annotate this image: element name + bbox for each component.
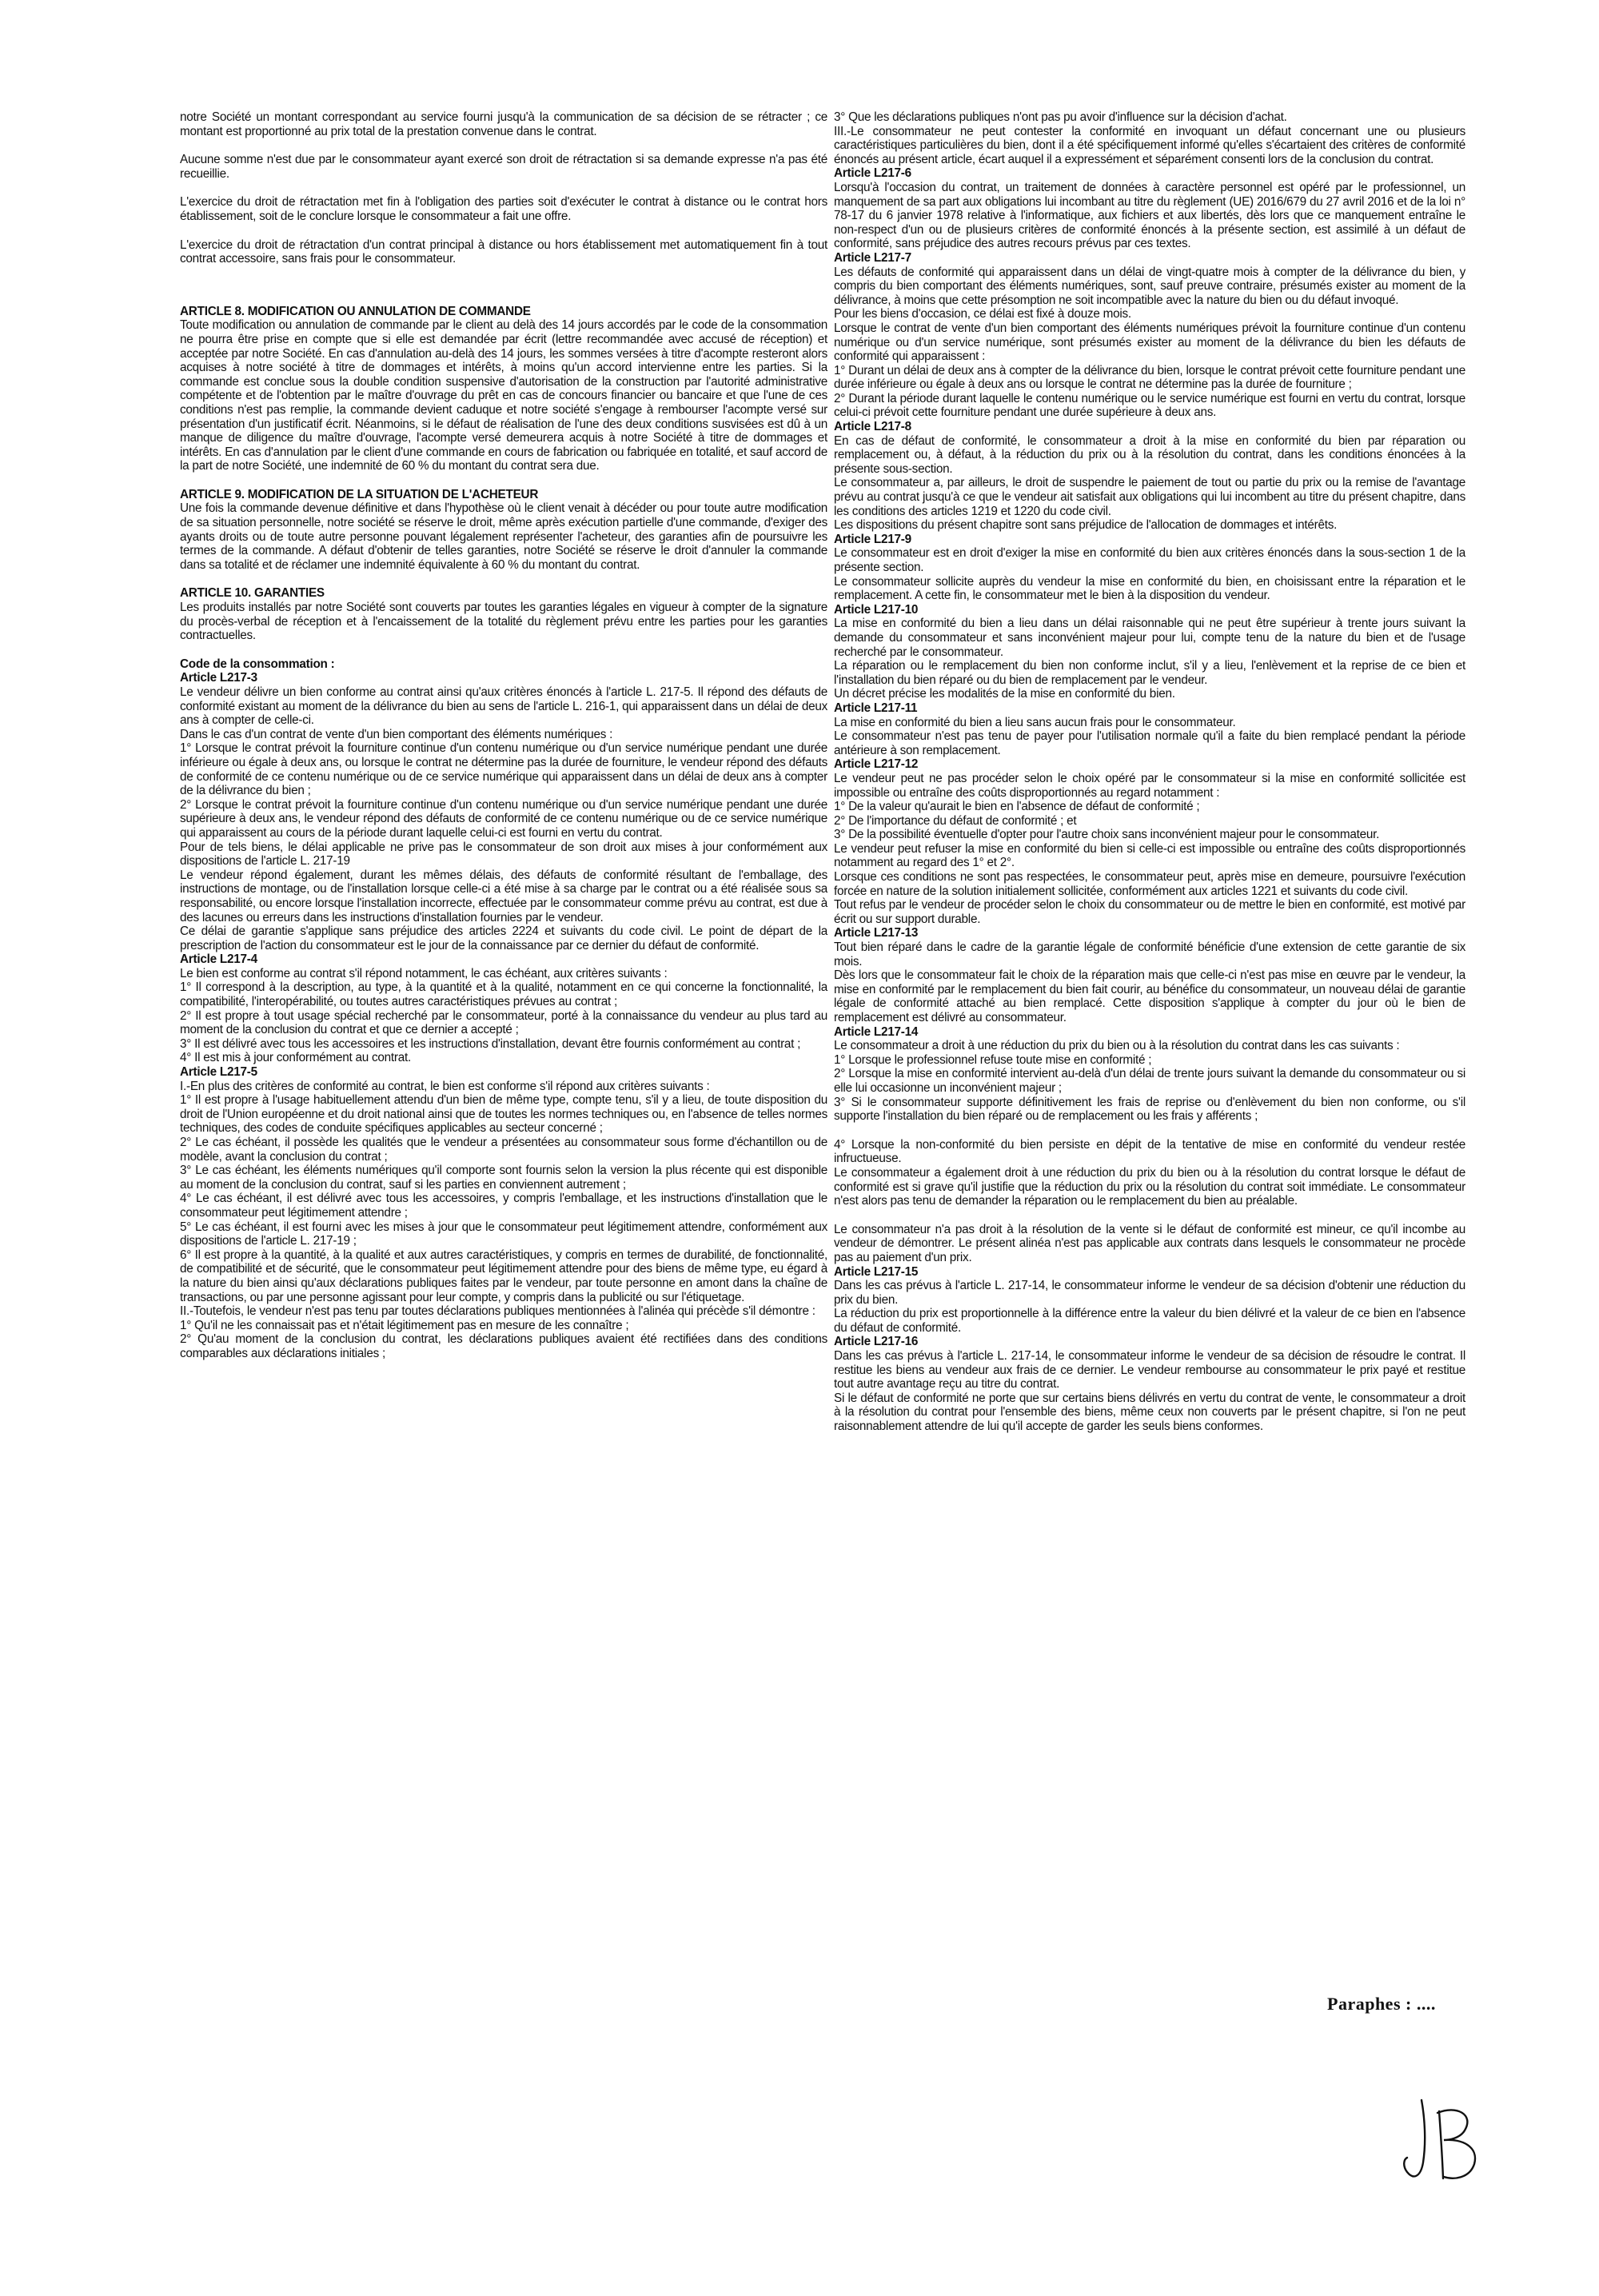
paragraph: 2° Il est propre à tout usage spécial recherché par le consommateur, porté à la connaissance du vendeur au plus tard au moment de la conclusion du contrat et que ce dernier a accepté ;: [180, 1008, 827, 1037]
paragraph: 1° Il correspond à la description, au type, à la quantité et à la qualité, notamment en ce qui concerne la fonctionnalité, la compatibilité, l'interopérabilité, ou toutes autres caractéristiques prévues au contrat ;: [180, 980, 827, 1009]
paragraph: 3° De la possibilité éventuelle d'opter pour l'autre choix sans inconvénient majeur pour le consommateur.: [834, 828, 1380, 842]
article-heading: Article L217-5: [180, 1065, 257, 1080]
right-text-column: [834, 110, 1465, 1434]
paragraph: Le bien est conforme au contrat s'il répond notamment, le cas échéant, aux critères suivants :: [180, 966, 668, 980]
paragraph: Aucune somme n'est due par le consommateur ayant exercé son droit de rétractation si sa demande expresse n'a pas été recueillie.: [180, 153, 827, 181]
paragraph: 1° Il est propre à l'usage habituellement attendu d'un bien de même type, compte tenu, s'il y a lieu, de toute disposition du droit de l'Union européenne et du droit national ainsi que de toutes les normes techniques ou, en l'absence de telles normes techniques, des codes de conduite spécifiques applicables au secteur concerné ;: [180, 1093, 827, 1136]
paragraph: notre Société un montant correspondant au service fourni jusqu'à la communication de sa décision de se rétracter ; ce montant est proportionné au prix total de la prestation convenue dans le contrat.: [180, 110, 827, 138]
paragraph: Dans les cas prévus à l'article L. 217-14, le consommateur informe le vendeur de sa décision de résoudre le contrat. Il restitue les biens au vendeur aux frais de ce dernier. Le vendeur rembourse au consommateur le prix payé et restitue tout autre avantage reçu au titre du contrat.: [834, 1349, 1465, 1392]
paragraph: 1° Durant un délai de deux ans à compter de la délivrance du bien, lorsque le contrat prévoit cette fourniture pendant une durée inférieure ou égale à deux ans ou lorsque le contrat ne détermine pas la durée de fourniture ;: [834, 363, 1465, 392]
paragraph: Le consommateur sollicite auprès du vendeur la mise en conformité du bien, en choisissant entre la réparation et le remplacement. A cette fin, le consommateur met le bien à la disposition du vendeur.: [834, 574, 1465, 603]
paragraph: La réduction du prix est proportionnelle à la différence entre la valeur du bien délivré et la valeur de ce bien en l'absence du défaut de conformité.: [834, 1307, 1465, 1335]
paragraph: En cas de défaut de conformité, le consommateur a droit à la mise en conformité du bien par réparation ou remplacement ou, à défaut, à la réduction du prix ou à la résolution du contrat, dans les conditions énoncées à la présente sous-section.: [834, 433, 1465, 476]
section-heading: ARTICLE 8. MODIFICATION OU ANNULATION DE COMMANDE: [180, 304, 531, 318]
paragraph: Le consommateur a également droit à une réduction du prix du bien ou à la résolution du contrat lorsque le défaut de conformité est si grave qu'il justifie que la réduction du prix ou la résolution du contrat soit immédiate. Le consommateur n'est alors pas tenu de demander la réparation ou le remplacement du bien au préalable.: [834, 1165, 1465, 1208]
article-heading: Article L217-10: [834, 602, 919, 617]
paragraph: 4° Le cas échéant, il est délivré avec tous les accessoires, y compris l'emballage, et les instructions d'installation que le consommateur peut légitimement attendre ;: [180, 1192, 827, 1220]
article-heading: Article L217-16: [834, 1335, 919, 1349]
paragraph: Si le défaut de conformité ne porte que sur certains biens délivrés en vertu du contrat de vente, le consommateur a droit à la résolution du contrat pour l'ensemble des biens, même ceux non couverts par le présent chapitre, si l'on ne peut raisonnablement attendre de lui qu'il accepte de garder les seuls biens conformes.: [834, 1391, 1465, 1434]
article-heading: Article L217-13: [834, 926, 919, 940]
paragraph: Le vendeur délivre un bien conforme au contrat ainsi qu'aux critères énoncés à l'article L. 217-5. Il répond des défauts de conformité existant au moment de la délivrance du bien au sens de l'article L. 216-1, qui apparaissent dans un délai de deux ans à compter de celle-ci.: [180, 685, 827, 728]
paragraph: 2° Le cas échéant, il possède les qualités que le vendeur a présentées au consommateur sous forme d'échantillon ou de modèle, avant la conclusion du contrat ;: [180, 1136, 827, 1164]
paragraph: Le consommateur a, par ailleurs, le droit de suspendre le paiement de tout ou partie du prix ou la remise de l'avantage prévu au contrat jusqu'à ce que le vendeur ait satisfait aux obligations qui lui incombent au titre du présent chapitre, dans les conditions des articles 1219 et 1220 du code civil.: [834, 476, 1465, 518]
paragraph: Tout bien réparé dans le cadre de la garantie légale de conformité bénéficie d'une extension de cette garantie de six mois.: [834, 940, 1465, 968]
article-heading: Article L217-9: [834, 532, 911, 546]
paragraph: 2° De l'importance du défaut de conformité ; et: [834, 813, 1077, 828]
section-heading: Code de la consommation :: [180, 657, 335, 671]
paragraph: 1° Lorsque le professionnel refuse toute mise en conformité ;: [834, 1052, 1152, 1067]
paragraph: Une fois la commande devenue définitive et dans l'hypothèse où le client venait à décéder ou pour toute autre modification de sa situation personnelle, notre société se réserve le droit, même après exécution partielle d'une commande, d'exiger des ayants droits ou de toute autre personne pouvant légalement représenter l'acheteur, des garanties afin de poursuivre les termes de la commande. A défaut d'obtenir de telles garanties, notre Société se réserve le droit d'annuler la commande dans sa totalité et de réclamer une indemnité équivalente à 60 % du montant du contrat.: [180, 501, 827, 572]
paragraph: Le vendeur peut refuser la mise en conformité du bien si celle-ci est impossible ou entraîne des coûts disproportionnés notamment au regard des 1° et 2°.: [834, 841, 1465, 870]
paragraph: 3° Il est délivré avec tous les accessoires et les instructions d'installation, devant être fournis conformément au contrat ;: [180, 1036, 801, 1051]
paragraph: Le vendeur peut ne pas procéder selon le choix opéré par le consommateur si la mise en conformité sollicitée est impossible ou entraîne des coûts disproportionnés au regard notamment :: [834, 771, 1465, 800]
paragraph: 2° Lorsque la mise en conformité intervient au-delà d'un délai de trente jours suivant la demande du consommateur ou si elle lui occasionne un inconvénient majeur ;: [834, 1067, 1465, 1095]
paragraph: 3° Si le consommateur supporte définitivement les frais de reprise ou d'enlèvement du bien non conforme, ou s'il supporte l'installation du bien réparé ou de remplacement ou les frais y afférents ;: [834, 1095, 1465, 1124]
paragraph: 2° Qu'au moment de la conclusion du contrat, les déclarations publiques avaient été rectifiées dans des conditions comparables aux déclarations initiales ;: [180, 1332, 827, 1360]
left-text-column: [180, 110, 827, 1361]
paragraph: Lorsque ces conditions ne sont pas respectées, le consommateur peut, après mise en demeure, poursuivre l'exécution forcée en nature de la solution initialement sollicitée, conformément aux articles 1221 et suivants du code civil.: [834, 870, 1465, 898]
paragraph: Le consommateur est en droit d'exiger la mise en conformité du bien aux critères énoncés dans la sous-section 1 de la présente section.: [834, 546, 1465, 574]
paragraph: 4° Lorsque la non-conformité du bien persiste en dépit de la tentative de mise en conformité du vendeur restée infructueuse.: [834, 1137, 1465, 1166]
paragraph: Tout refus par le vendeur de procéder selon le choix du consommateur ou de mettre le bien en conformité, est motivé par écrit ou sur support durable.: [834, 898, 1465, 926]
paragraph: Dans les cas prévus à l'article L. 217-14, le consommateur informe le vendeur de sa décision d'obtenir une réduction du prix du bien.: [834, 1279, 1465, 1307]
paragraph: L'exercice du droit de rétractation d'un contrat principal à distance ou hors établissement met automatiquement fin à tout contrat accessoire, sans frais pour le consommateur.: [180, 238, 827, 266]
paragraph: 4° Il est mis à jour conformément au contrat.: [180, 1051, 412, 1065]
paragraph: 2° Durant la période durant laquelle le contenu numérique ou le service numérique est fourni en vertu du contrat, lorsque celui-ci prévoit cette fourniture pendant une durée supérieure à deux ans.: [834, 391, 1465, 420]
paragraph: II.-Toutefois, le vendeur n'est pas tenu par toutes déclarations publiques mentionnées à l'alinéa qui précède s'il démontre :: [180, 1304, 815, 1319]
paragraph: Les défauts de conformité qui apparaissent dans un délai de vingt-quatre mois à compter de la délivrance du bien, y compris du bien comportant des éléments numériques, sont, sauf preuve contraire, présumés exister au moment de la délivrance, à moins que cette présomption ne soit incompatible avec la nature du bien ou du défaut invoqué.: [834, 265, 1465, 307]
paragraph: Toute modification ou annulation de commande par le client au delà des 14 jours accordés par le code de la consommation ne pourra être prise en compte que si elle est demandée par écrit (lettre recommandée avec accusé de réception) et acceptée par notre Société. En cas d'annulation au-delà des 14 jours, les sommes versées à titre d'acompte resteront alors acquises à notre société à titre de dommages et intérêts, à moins qu'un accord intervienne entre les parties. Si la commande est conclue sous la double condition suspensive d'autorisation de la construction par l'autorité administrative compétente et de l'obtention par le maître d'ouvrage du prêt en cas de concours financier ou bancaire et que l'une de ces conditions n'est pas remplie, la commande devient caduque et notre société s'engage à rembourser l'acompte versé sur présentation d'un justificatif écrit. Néanmoins, si le défaut de réalisation de l'une des deux conditions susvisées est dû à un manque de diligence du maître d'ouvrage, l'acompte versé demeurera acquis à notre Société à titre de dommages et intérêts. En cas d'annulation par le client d'une commande en cours de fabrication ou fabriquée en totalité, et sauf accord de la part de notre Société, une indemnité de 60 % du montant du contrat sera due.: [180, 318, 827, 473]
paraphes-label: Paraphes : ....: [1327, 1994, 1436, 2014]
paragraph: 5° Le cas échéant, il est fourni avec les mises à jour que le consommateur peut légitimement attendre, conformément aux dispositions de l'article L. 217-19 ;: [180, 1220, 827, 1248]
paragraph: 3° Le cas échéant, les éléments numériques qu'il comporte sont fournis selon la version la plus récente qui est disponible au moment de la conclusion du contrat, sauf si les parties en conviennent autrement ;: [180, 1164, 827, 1192]
paragraph: Lorsque le contrat de vente d'un bien comportant des éléments numériques prévoit la fourniture continue d'un contenu numérique ou d'un service numérique, sont présumés exister au moment de la délivrance du bien les défauts de conformité qui apparaissent :: [834, 321, 1465, 364]
article-heading: Article L217-14: [834, 1024, 919, 1039]
paragraph: Dans le cas d'un contrat de vente d'un bien comportant des éléments numériques :: [180, 727, 613, 741]
article-heading: Article L217-6: [834, 166, 911, 181]
paragraph: Ce délai de garantie s'applique sans préjudice des articles 2224 et suivants du code civil. Le point de départ de la prescription de l'action du consommateur est le jour de la connaissance par ce dernier du défaut de conformité.: [180, 924, 827, 952]
section-heading: ARTICLE 9. MODIFICATION DE LA SITUATION DE L'ACHETEUR: [180, 487, 539, 501]
paragraph: Le consommateur n'est pas tenu de payer pour l'utilisation normale qu'il a faite du bien remplacé pendant la période antérieure à son remplacement.: [834, 729, 1465, 757]
handwritten-signature: [1398, 2094, 1485, 2190]
article-heading: Article L217-15: [834, 1264, 919, 1279]
paragraph: Pour les biens d'occasion, ce délai est fixé à douze mois.: [834, 307, 1131, 321]
paragraph: 1° Qu'il ne les connaissait pas et n'était légitimement pas en mesure de les connaître ;: [180, 1318, 629, 1332]
paragraph: 1° Lorsque le contrat prévoit la fourniture continue d'un contenu numérique ou d'un service numérique pendant une durée inférieure ou égale à deux ans, ou lorsque le contrat ne détermine pas la durée de fourniture, le vendeur répond des défauts de conformité de ce contenu numérique ou de ce service numérique qui apparaissent dans un délai de deux ans à compter de la délivrance du bien ;: [180, 741, 827, 798]
article-heading: Article L217-7: [834, 250, 911, 265]
paragraph: Le vendeur répond également, durant les mêmes délais, des défauts de conformité résultant de l'emballage, des instructions de montage, ou de l'installation lorsque celle-ci a été mise à sa charge par le contrat ou a été réalisée sous sa responsabilité, ou encore lorsque l'installation incorrecte, effectuée par le consommateur comme prévu au contrat, est due à des lacunes ou erreurs dans les instructions d'installation fournies par le vendeur.: [180, 868, 827, 924]
paragraph: Le consommateur n'a pas droit à la résolution de la vente si le défaut de conformité est mineur, ce qu'il incombe au vendeur de démontrer. Le présent alinéa n'est pas applicable aux contrats dans lesquels le consommateur ne procède pas au paiement d'un prix.: [834, 1222, 1465, 1264]
paragraph: I.-En plus des critères de conformité au contrat, le bien est conforme s'il répond aux critères suivants :: [180, 1079, 710, 1093]
paragraph: 3° Que les déclarations publiques n'ont pas pu avoir d'influence sur la décision d'achat.: [834, 110, 1287, 124]
article-heading: Article L217-3: [180, 671, 257, 685]
paragraph: La réparation ou le remplacement du bien non conforme inclut, s'il y a lieu, l'enlèvement et la reprise de ce bien et l'installation du bien réparé ou du bien de remplacement par le vendeur.: [834, 659, 1465, 687]
paragraph: La mise en conformité du bien a lieu sans aucun frais pour le consommateur.: [834, 715, 1236, 729]
paragraph: Un décret précise les modalités de la mise en conformité du bien.: [834, 687, 1175, 701]
article-heading: Article L217-12: [834, 757, 919, 772]
paragraph: 1° De la valeur qu'aurait le bien en l'absence de défaut de conformité ;: [834, 800, 1200, 814]
paragraph: Le consommateur a droit à une réduction du prix du bien ou à la résolution du contrat dans les cas suivants :: [834, 1039, 1400, 1053]
paragraph: Les produits installés par notre Société sont couverts par toutes les garanties légales en vigueur à compter de la signature du procès-verbal de réception et à l'encaissement de la totalité du règlement prévu entre les parties pour les garanties contractuelles.: [180, 601, 827, 643]
paragraph: III.-Le consommateur ne peut contester la conformité en invoquant un défaut concernant une ou plusieurs caractéristiques particulières du bien, dont il a été spécifiquement informé qu'elles s'écartaient des critères de conformité énoncés au présent article, écart auquel il a expressément et séparément consenti lors de la conclusion du contrat.: [834, 124, 1465, 166]
paragraph: Lorsqu'à l'occasion du contrat, un traitement de données à caractère personnel est opéré par le professionnel, un manquement de sa part aux obligations lui incombant au titre du règlement (UE) 2016/679 du 27 avril 2016 et de la loi n° 78-17 du 6 janvier 1978 relative à l'informatique, aux fichiers et aux libertés, dès lors que ce manquement entraîne le non-respect d'un ou de plusieurs critères de conformité énoncés à la présente section, est assimilé à un défaut de conformité, sans préjudice des autres recours prévus par ces textes.: [834, 180, 1465, 251]
paragraph: L'exercice du droit de rétractation met fin à l'obligation des parties soit d'exécuter le contrat à distance ou le contrat hors établissement, soit de le conclure lorsque le consommateur a fait une offre.: [180, 195, 827, 223]
paragraph: Dès lors que le consommateur fait le choix de la réparation mais que celle-ci n'est pas mise en œuvre par le vendeur, la mise en conformité par le remplacement du bien fait courir, au bénéfice du consommateur, un nouveau délai de garantie légale de conformité attaché au bien remplacé. Cette disposition s'applique à compter du jour où le bien de remplacement est délivré au consommateur.: [834, 968, 1465, 1024]
paragraph: 2° Lorsque le contrat prévoit la fourniture continue d'un contenu numérique ou d'un service numérique pendant une durée supérieure à deux ans, le vendeur répond des défauts de conformité de ce contenu numérique ou de ce service numérique qui apparaissent au cours de la période durant laquelle celui-ci est fourni en vertu du contrat.: [180, 797, 827, 840]
article-heading: Article L217-4: [180, 952, 257, 967]
paragraph: Pour de tels biens, le délai applicable ne prive pas le consommateur de son droit aux mises à jour conformément aux dispositions de l'article L. 217-19: [180, 840, 827, 868]
section-heading: ARTICLE 10. GARANTIES: [180, 586, 325, 601]
paragraph: La mise en conformité du bien a lieu dans un délai raisonnable qui ne peut être supérieur à trente jours suivant la demande du consommateur et sans inconvénient majeur pour lui, compte tenu de la nature du bien et de l'usage recherché par le consommateur.: [834, 617, 1465, 659]
article-heading: Article L217-11: [834, 701, 918, 715]
paragraph: Les dispositions du présent chapitre sont sans préjudice de l'allocation de dommages et intérêts.: [834, 518, 1338, 533]
paragraph: 6° Il est propre à la quantité, à la qualité et aux autres caractéristiques, y compris en termes de durabilité, de fonctionnalité, de compatibilité et de sécurité, que le consommateur peut légitimement attendre pour des biens de même type, eu égard à la nature du bien ainsi qu'aux déclarations publiques faites par le vendeur, par toute personne en amont dans la chaîne de transactions, ou par une personne agissant pour leur compte, y compris dans la publicité ou sur l'étiquetage.: [180, 1248, 827, 1304]
article-heading: Article L217-8: [834, 420, 911, 434]
